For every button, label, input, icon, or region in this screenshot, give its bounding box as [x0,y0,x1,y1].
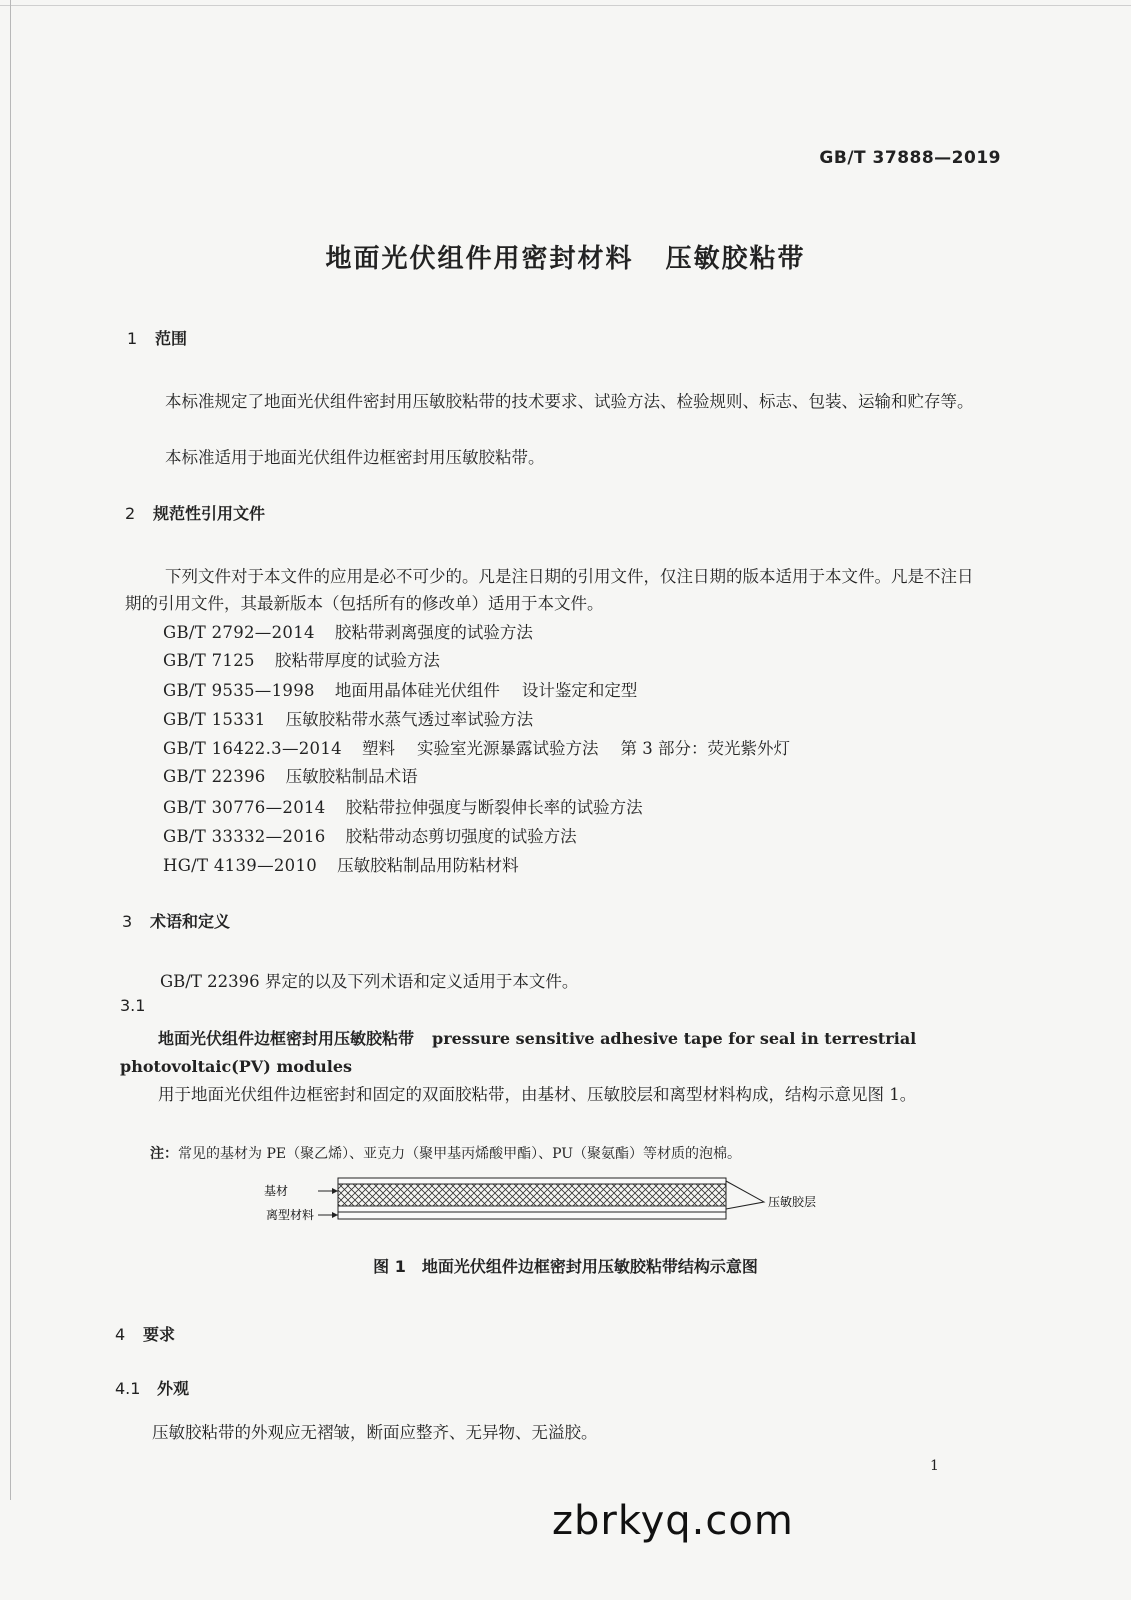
label-release: 离型材料 [265,1208,314,1222]
reference-item: GB/T 30776—2014 胶粘带拉伸强度与断裂伸长率的试验方法 [163,798,643,817]
section-4-1-heading: 4.1 外观 [115,1379,190,1398]
watermark: zbrkyq.com [552,1498,794,1544]
note [150,1143,741,1163]
page-top-edge [0,5,1131,6]
section-2-paragraph-1: 下列文件对于本文件的应用是必不可少的。凡是注日期的引用文件，仅注日期的版本适用于本文件。凡是不注日期的引用文件，其最新版本（包括所有的修改单）适用于本文件。 [125,567,974,613]
reference-item: GB/T 33332—2016 胶粘带动态剪切强度的试验方法 [163,827,577,846]
adhesive-layer-top [338,1178,726,1184]
label-adhesive: 压敏胶层 [768,1195,817,1209]
reference-item: HG/T 4139—2010 压敏胶粘制品用防粘材料 [163,856,519,875]
section-1-paragraph-2: 本标准适用于地面光伏组件边框密封用压敏胶粘带。 [165,448,545,467]
title-part-2: 压敏胶粘带 [665,244,806,274]
reference-item: GB/T 15331 压敏胶粘带水蒸气透过率试验方法 [163,710,534,729]
section-3-paragraph-1: GB/T 22396 界定的以及下列术语和定义适用于本文件。 [160,972,579,991]
term-number: 3.1 [120,996,146,1015]
section-2-heading: 2 规范性引用文件 [125,504,266,523]
title-part-1: 地面光伏组件用密封材料 [325,244,634,274]
note-label: 注： [150,1146,178,1162]
figure-1-caption: 图 1 地面光伏组件边框密封用压敏胶粘带结构示意图 [373,1257,758,1276]
section-4-heading: 4 要求 [115,1325,176,1344]
term-definition-block [120,1025,980,1109]
term-chinese: 地面光伏组件边框密封用压敏胶粘带 [158,1029,415,1048]
reference-item: GB/T 7125 胶粘带厚度的试验方法 [163,651,440,670]
adhesive-layer-bottom [338,1206,726,1212]
section-3-heading: 3 术语和定义 [122,912,231,931]
reference-item: GB/T 16422.3—2014 塑料 实验室光源暴露试验方法 第 3 部分：荧光紫外灯 [163,739,790,758]
page-number: 1 [930,1458,939,1474]
substrate-layer [338,1184,726,1206]
term-english: pressure sensitive adhesive tape for seal in terrestrial photovoltaic(PV) modules [120,1029,917,1076]
note-text: 常见的基材为 PE（聚乙烯）、亚克力（聚甲基丙烯酸甲酯）、PU（聚氨酯）等材质的泡棉。 [178,1146,742,1162]
document-title [0,238,1131,275]
figure-1-diagram [250,1172,850,1232]
reference-item: GB/T 2792—2014 胶粘带剥离强度的试验方法 [163,623,533,642]
section-1-heading: 1 范围 [127,329,188,348]
label-substrate: 基材 [263,1184,288,1198]
reference-item: GB/T 22396 压敏胶粘制品术语 [163,767,418,786]
standard-number: GB/T 37888—2019 [819,148,1001,168]
release-layer [338,1212,726,1219]
section-4-1-paragraph: 压敏胶粘带的外观应无褶皱，断面应整齐、无异物、无溢胶。 [152,1423,598,1442]
reference-item: GB/T 9535—1998 地面用晶体硅光伏组件 设计鉴定和定型 [163,681,638,700]
section-1-paragraph-1: 本标准规定了地面光伏组件密封用压敏胶粘带的技术要求、试验方法、检验规则、标志、包装、运输和贮存等。 [165,392,974,411]
term-definition: 用于地面光伏组件边框密封和固定的双面胶粘带，由基材、压敏胶层和离型材料构成，结构示意见图 1。 [158,1085,917,1104]
